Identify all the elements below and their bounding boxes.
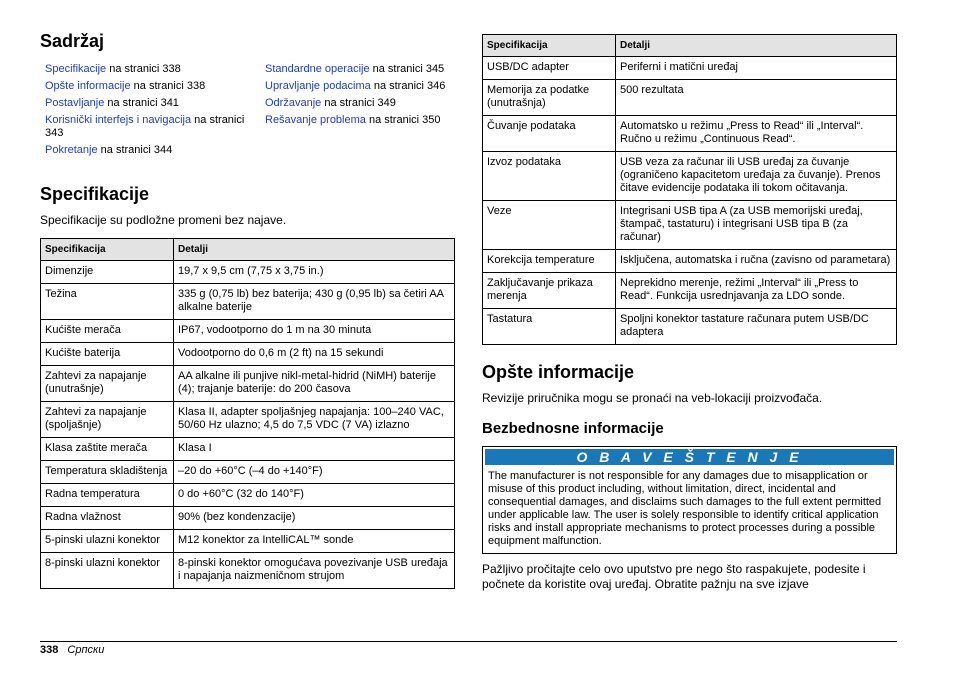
toc-entry bbox=[265, 114, 465, 127]
spec-detail-cell: Isključena, automatska i ručna (zavisno od parametara) bbox=[616, 250, 897, 273]
toc-entry bbox=[265, 97, 465, 110]
table-header-row bbox=[483, 35, 897, 57]
spec-detail-cell: Klasa II, adapter spoljašnjeg napajanja: 100–240 VAC, 50/60 Hz ulazno; 4,5 do 7,5 VDC (7 VA) izlazno bbox=[174, 402, 455, 438]
spec-detail-cell: 0 do +60°C (32 do 140°F) bbox=[174, 484, 455, 507]
toc-entry bbox=[45, 63, 245, 76]
toc-link[interactable]: Korisnički interfejs i navigacija bbox=[45, 114, 192, 126]
toc-page-ref: na stranici 345 bbox=[369, 63, 445, 75]
spec-name-cell: 8-pinski ulazni konektor bbox=[41, 553, 174, 589]
spec-detail-cell: IP67, vodootporno do 1 m na 30 minuta bbox=[174, 320, 455, 343]
spec-intro: Specifikacije su podložne promeni bez najave. bbox=[40, 213, 287, 227]
table-row bbox=[41, 461, 455, 484]
toc-page-ref: na stranici 349 bbox=[321, 97, 396, 109]
spec-name-cell: USB/DC adapter bbox=[483, 57, 616, 80]
toc-entry bbox=[45, 97, 245, 110]
column-header-spec: Specifikacija bbox=[483, 35, 616, 57]
spec-name-cell: Čuvanje podataka bbox=[483, 116, 616, 152]
toc-entry bbox=[45, 144, 245, 157]
spec-name-cell: Izvoz podataka bbox=[483, 152, 616, 201]
table-row bbox=[41, 366, 455, 402]
table-row bbox=[483, 273, 897, 309]
spec-detail-cell: 500 rezultata bbox=[616, 80, 897, 116]
table-row bbox=[41, 343, 455, 366]
spec-detail-cell: 19,7 x 9,5 cm (7,75 x 3,75 in.) bbox=[174, 261, 455, 284]
spec-detail-cell: Neprekidno merenje, režimi „Interval“ ili „Press to Read“. Funkcija usrednjavanja za LDO sonde. bbox=[616, 273, 897, 309]
footer-divider bbox=[40, 641, 897, 642]
toc-link[interactable]: Opšte informacije bbox=[45, 80, 131, 92]
notice-label: O B A V E Š T E N J E bbox=[485, 449, 894, 465]
spec-table-continued-body bbox=[483, 57, 897, 345]
safety-info-title: Bezbednosne informacije bbox=[482, 420, 664, 437]
spec-detail-cell: Klasa I bbox=[174, 438, 455, 461]
spec-detail-cell: 335 g (0,75 lb) bez baterija; 430 g (0,95 lb) sa četiri AA alkalne baterije bbox=[174, 284, 455, 320]
spec-detail-cell: –20 do +60°C (–4 do +140°F) bbox=[174, 461, 455, 484]
spec-name-cell: Zaključavanje prikaza merenja bbox=[483, 273, 616, 309]
safety-closing-text: Pažljivo pročitajte celo ovo uputstvo pre nego što raspakujete, podesite i počnete da koristite ovaj uređaj. Obratite pažnju na sve izjave bbox=[482, 562, 866, 591]
spec-name-cell: Težina bbox=[41, 284, 174, 320]
spec-name-cell: Memorija za podatke (unutrašnja) bbox=[483, 80, 616, 116]
toc-link[interactable]: Specifikacije bbox=[45, 63, 107, 75]
toc-page-ref: na stranici 343 bbox=[45, 114, 245, 139]
footer-language: Српски bbox=[67, 644, 105, 656]
spec-name-cell: Kućište baterija bbox=[41, 343, 174, 366]
spec-table bbox=[40, 238, 455, 589]
notice-text: The manufacturer is not responsible for any damages due to misapplication or misuse of this product including, without limitation, direct, incidental and consequential damages, and disclaims such damages to the full extent permitted under applicable law. The user is solely responsible to identify critical application risks and install appropriate mechanisms to protect processes during a possible equipment malfunction. bbox=[488, 470, 882, 547]
toc-page-ref: na stranici 346 bbox=[370, 80, 446, 92]
column-header-details: Detalji bbox=[616, 35, 897, 57]
spec-name-cell: Veze bbox=[483, 201, 616, 250]
spec-name-cell: Dimenzije bbox=[41, 261, 174, 284]
spec-detail-cell: Vodootporno do 0,6 m (2 ft) na 15 sekundi bbox=[174, 343, 455, 366]
spec-name-cell: 5-pinski ulazni konektor bbox=[41, 530, 174, 553]
spec-title: Specifikacije bbox=[40, 184, 150, 204]
spec-name-cell: Zahtevi za napajanje (spoljašnje) bbox=[41, 402, 174, 438]
toc-entry bbox=[45, 114, 245, 140]
toc-link[interactable]: Upravljanje podacima bbox=[265, 80, 371, 92]
table-row bbox=[483, 152, 897, 201]
table-row bbox=[41, 553, 455, 589]
table-row bbox=[483, 116, 897, 152]
general-info-text: Revizije priručnika mogu se pronaći na veb-lokaciji proizvođača. bbox=[482, 391, 823, 405]
table-row bbox=[483, 250, 897, 273]
page-number: 338 bbox=[40, 644, 59, 656]
toc-link[interactable]: Pokretanje bbox=[45, 144, 98, 156]
toc-page-ref: na stranici 338 bbox=[130, 80, 206, 92]
column-header-spec: Specifikacija bbox=[41, 239, 174, 261]
toc-title: Sadržaj bbox=[40, 31, 105, 51]
table-of-contents bbox=[40, 63, 455, 163]
spec-table-body bbox=[41, 261, 455, 589]
toc-entry bbox=[265, 80, 465, 93]
toc-page-ref: na stranici 350 bbox=[365, 114, 441, 126]
spec-detail-cell: 90% (bez kondenzacije) bbox=[174, 507, 455, 530]
table-row bbox=[41, 402, 455, 438]
toc-link[interactable]: Rešavanje problema bbox=[265, 114, 366, 126]
toc-link[interactable]: Održavanje bbox=[265, 97, 322, 109]
spec-detail-cell: Periferni i matični uređaj bbox=[616, 57, 897, 80]
spec-name-cell: Radna temperatura bbox=[41, 484, 174, 507]
table-header-row bbox=[41, 239, 455, 261]
spec-name-cell: Tastatura bbox=[483, 309, 616, 345]
spec-name-cell: Radna vlažnost bbox=[41, 507, 174, 530]
spec-name-cell: Kućište merača bbox=[41, 320, 174, 343]
toc-column-2 bbox=[265, 63, 465, 131]
table-row bbox=[41, 438, 455, 461]
toc-link[interactable]: Standardne operacije bbox=[265, 63, 370, 75]
spec-detail-cell: 8-pinski konektor omogućava povezivanje USB uređaja i napajanja naizmeničnom strujom bbox=[174, 553, 455, 589]
table-row bbox=[483, 80, 897, 116]
table-row bbox=[41, 484, 455, 507]
table-row bbox=[41, 530, 455, 553]
table-row bbox=[483, 57, 897, 80]
spec-detail-cell: Automatsko u režimu „Press to Read“ ili „Interval“. Ručno u režimu „Continuous Read“. bbox=[616, 116, 897, 152]
table-row bbox=[483, 201, 897, 250]
spec-detail-cell: M12 konektor za IntelliCAL™ sonde bbox=[174, 530, 455, 553]
table-row bbox=[41, 261, 455, 284]
spec-detail-cell: Spoljni konektor tastature računara putem USB/DC adaptera bbox=[616, 309, 897, 345]
right-column bbox=[482, 34, 897, 592]
toc-entry bbox=[265, 63, 465, 76]
column-header-details: Detalji bbox=[174, 239, 455, 261]
general-info-title: Opšte informacije bbox=[482, 362, 635, 382]
toc-entry bbox=[45, 80, 245, 93]
toc-link[interactable]: Postavljanje bbox=[45, 97, 105, 109]
table-row bbox=[41, 284, 455, 320]
spec-detail-cell: AA alkalne ili punjive nikl-metal-hidrid (NiMH) baterije (4); trajanje baterije: do 200 časova bbox=[174, 366, 455, 402]
table-row bbox=[483, 309, 897, 345]
spec-name-cell: Zahtevi za napajanje (unutrašnje) bbox=[41, 366, 174, 402]
table-row bbox=[41, 507, 455, 530]
toc-page-ref: na stranici 341 bbox=[104, 97, 179, 109]
toc-page-ref: na stranici 338 bbox=[106, 63, 181, 75]
left-column bbox=[40, 30, 455, 589]
page-footer bbox=[40, 644, 104, 656]
spec-name-cell: Klasa zaštite merača bbox=[41, 438, 174, 461]
table-row bbox=[41, 320, 455, 343]
toc-page-ref: na stranici 344 bbox=[97, 144, 173, 156]
spec-name-cell: Temperatura skladištenja bbox=[41, 461, 174, 484]
spec-detail-cell: Integrisani USB tipa A (za USB memorijski uređaj, štampač, tastaturu) i integrisani USB tipa B (za računar) bbox=[616, 201, 897, 250]
toc-column-1 bbox=[45, 63, 245, 161]
notice-box bbox=[482, 446, 897, 554]
spec-detail-cell: USB veza za računar ili USB uređaj za čuvanje (ograničeno kapacitetom uređaja za čuvanje). Prenos čitave evidencije podataka ili tokom očitavanja. bbox=[616, 152, 897, 201]
spec-table-continued bbox=[482, 34, 897, 345]
spec-name-cell: Korekcija temperature bbox=[483, 250, 616, 273]
